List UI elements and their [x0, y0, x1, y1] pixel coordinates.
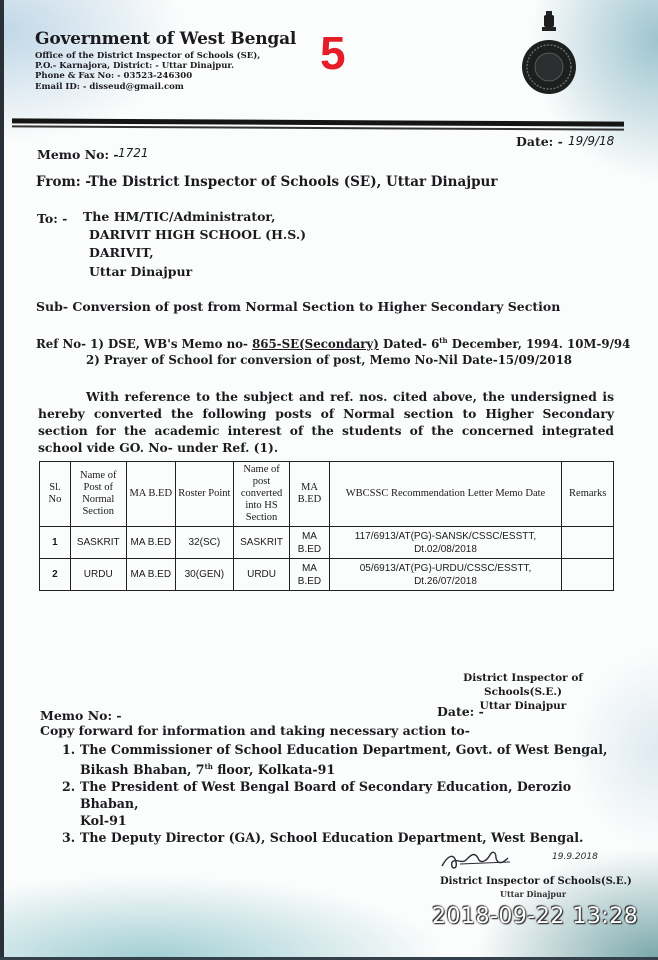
from-line: From: -The District Inspector of Schools (SE), Uttar Dinajpur: [36, 174, 498, 190]
date-label: Date: -: [516, 134, 563, 149]
list-item-line2: Bikash Bhaban, 7: [80, 762, 205, 778]
ref1-rest: December, 1994. 10M-9/94: [451, 336, 631, 351]
state-emblem-icon: [520, 5, 578, 101]
addressee-district: Uttar Dinajpur: [89, 264, 193, 279]
addressee-school: DARIVIT HIGH SCHOOL (H.S.): [89, 227, 307, 242]
list-item-line1: The President of West Bengal Board of Secondary Education, Derozio Bhaban,: [80, 779, 572, 812]
ref1-memo-number: 865-SE(Secondary): [252, 336, 379, 351]
copy-memo-label: Memo No: -: [40, 708, 122, 723]
signatory-title: District Inspector of Schools(S.E.): [463, 672, 583, 698]
letterhead-address: P.O.- Karnajora, District: - Uttar Dinajpur.: [35, 61, 235, 71]
ref1-dated: Dated- 6: [382, 336, 440, 351]
cell-qualification: MA B.ED: [126, 559, 175, 591]
cell-roster-point: 32(SC): [176, 527, 234, 559]
cell-remarks: [562, 527, 614, 559]
list-item: [62, 778, 622, 829]
cell-sl-no: 2: [40, 559, 71, 591]
col-header-sl-no: Sl. No: [40, 462, 71, 527]
copy-date-label: Date: -: [437, 704, 484, 719]
cell-sl-no: 1: [40, 527, 71, 559]
col-header-qualification: MA B.ED: [126, 462, 175, 527]
list-item-line1: The Deputy Director (GA), School Education Department, West Bengal.: [80, 830, 584, 846]
cell-wbcssc-memo: 05/6913/AT(PG)-URDU/CSSC/ESSTT, Dt.26/07/2018: [329, 559, 562, 591]
list-item: [62, 829, 622, 846]
letterhead-phone: Phone & Fax No: - 03523-246300: [35, 71, 193, 81]
list-item-line1: The Commissioner of School Education Department, Govt. of West Bengal,: [80, 742, 608, 757]
letterhead-email: Email ID: - disseud@gmail.com: [35, 82, 184, 92]
cell-qualification: MA B.ED: [126, 527, 175, 559]
page-number-marker: 5: [320, 27, 346, 79]
signature-date: 19.9.2018: [552, 852, 598, 862]
list-item-number: 1.: [62, 742, 76, 757]
signatory-district: Uttar Dinajpur: [479, 700, 567, 712]
list-item-line2: Kol-91: [80, 813, 127, 829]
ref1-prefix: 1) DSE, WB's Memo no-: [90, 336, 248, 351]
reference-2: 2) Prayer of School for conversion of post, Memo No-Nil Date-15/09/2018: [86, 353, 573, 367]
ref-label: Ref No-: [36, 336, 87, 351]
letterhead-office: Office of the District Inspector of Schools (SE),: [35, 51, 261, 61]
reference-1: [36, 336, 630, 351]
cell-normal-post: SASKRIT: [70, 527, 126, 559]
letterhead-title: Government of West Bengal: [35, 29, 297, 49]
list-item-line2-post: floor, Kolkata-91: [212, 762, 336, 778]
ref1-sup: th: [439, 336, 448, 345]
cell-hs-qualification: MA B.ED: [290, 559, 329, 591]
body-paragraph: [38, 388, 614, 456]
list-item-number: 2.: [62, 779, 76, 795]
list-item-sup: th: [204, 762, 213, 771]
cell-hs-qualification: MA B.ED: [290, 527, 329, 559]
list-item-number: 3.: [62, 830, 76, 846]
date-value: 19/9/18: [568, 134, 615, 148]
col-header-hs-post: Name of post converted into HS Section: [233, 462, 290, 527]
col-header-roster-point: Roster Point: [176, 462, 234, 527]
cell-hs-post: URDU: [233, 559, 290, 591]
stamp-title: District Inspector of Schools(S.E.): [440, 876, 632, 887]
col-header-normal-post: Name of Post of Normal Section: [70, 462, 126, 527]
cell-hs-post: SASKRIT: [233, 527, 290, 559]
table-header-row: [40, 462, 614, 527]
subject-line: Sub- Conversion of post from Normal Section to Higher Secondary Section: [36, 299, 561, 314]
col-header-hs-qualification: MA B.ED: [290, 462, 329, 527]
table-row: [40, 527, 614, 559]
cell-roster-point: 30(GEN): [176, 559, 234, 591]
cell-wbcssc-memo: 117/6913/AT(PG)-SANSK/CSSC/ESSTT, Dt.02/08/2018: [329, 527, 562, 559]
memo-number-label: Memo No: -: [37, 147, 119, 162]
addressee-line: The HM/TIC/Administrator,: [83, 209, 276, 224]
photo-timestamp: 2018-09-22 13:28: [432, 904, 639, 929]
page-edge-left: [0, 0, 4, 960]
copy-recipient-list: [62, 741, 622, 846]
memo-number-value: 1721: [118, 146, 149, 160]
cell-remarks: [562, 559, 614, 591]
stamp-district: Uttar Dinajpur: [500, 889, 567, 899]
col-header-remarks: Remarks: [562, 462, 614, 527]
table-row: [40, 559, 614, 591]
col-header-wbcssc-memo: WBCSSC Recommendation Letter Memo Date: [329, 462, 562, 527]
list-item: [62, 741, 622, 778]
post-conversion-table: [39, 461, 614, 591]
addressee-place: DARIVIT,: [89, 245, 154, 260]
copy-intro: Copy forward for information and taking necessary action to-: [40, 723, 470, 738]
handwritten-signature: [440, 846, 540, 874]
cell-normal-post: URDU: [70, 559, 126, 591]
body-paragraph-text: With reference to the subject and ref. nos. cited above, the undersigned is hereby converted the following posts of Normal section to Higher Secondary section for the academic interest of the students of the concerned integrated school vide GO. No- under Ref. (1).: [38, 389, 614, 455]
to-label: To: -: [37, 211, 68, 226]
